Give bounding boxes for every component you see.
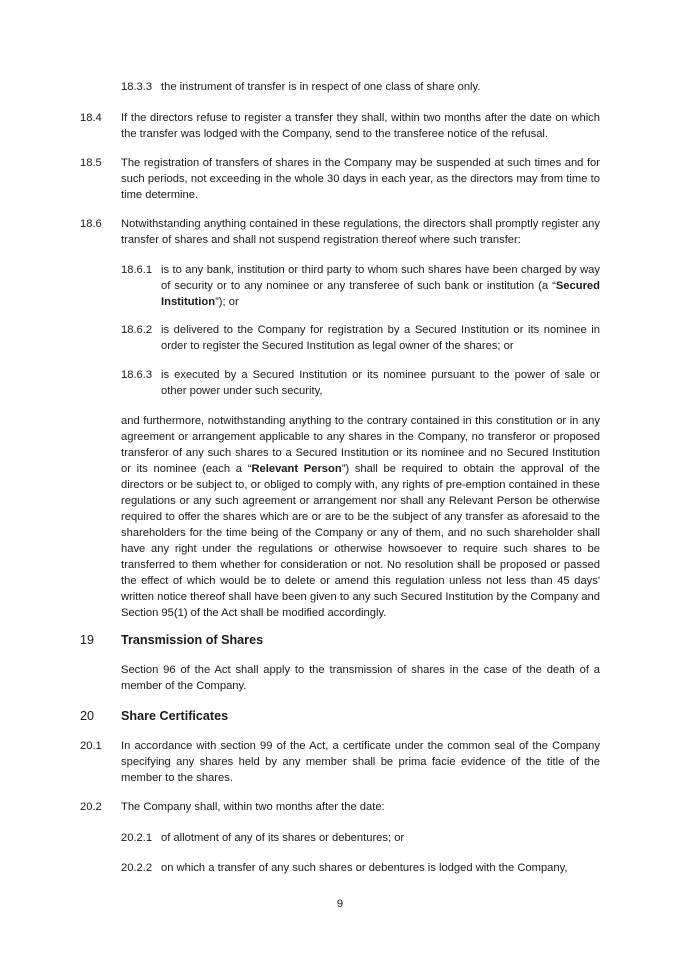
- clause-18-3-3-number: 18.3.3: [121, 81, 153, 93]
- clause-18-6-1-number: 18.6.1: [121, 264, 153, 276]
- defined-term-secured-institution: Secured Institution: [161, 280, 600, 308]
- clause-18-6-2-number: 18.6.2: [121, 324, 153, 336]
- clause-20-2-2-number: 20.2.2: [121, 862, 153, 874]
- clause-18-6-text: Notwithstanding anything contained in these regulations, the directors shall promptly register any transfer of shares and shall not suspend registration thereof where such transfer:: [121, 218, 600, 246]
- clause-20-1-number: 20.1: [80, 740, 102, 752]
- section-19-title: Transmission of Shares: [121, 633, 264, 647]
- clause-20-2-number: 20.2: [80, 801, 102, 813]
- section-20-number: 20: [80, 709, 95, 723]
- clause-20-2-2-text: on which a transfer of any such shares or debentures is lodged with the Company,: [161, 862, 568, 874]
- clause-20-2-1-text: of allotment of any of its shares or debentures; or: [161, 832, 405, 844]
- clause-18-6-3-number: 18.6.3: [121, 369, 153, 381]
- defined-term-relevant-person: Relevant Person: [251, 463, 342, 475]
- clause-19-text: Section 96 of the Act shall apply to the transmission of shares in the case of the death of a member of the Company.: [121, 664, 600, 692]
- clause-18-5-text: The registration of transfers of shares in the Company may be suspended at such times and for such periods, not exceeding in the whole 30 days in each year, as the directors may from time to time determine.: [121, 157, 600, 201]
- clause-20-1-text: In accordance with section 99 of the Act, a certificate under the common seal of the Company specifying any shares held by any member shall be prima facie evidence of the title of the member to the shares.: [121, 740, 600, 784]
- clause-20-2-1-number: 20.2.1: [121, 832, 153, 844]
- section-19-number: 19: [80, 633, 95, 647]
- clause-18-6-1-text: is to any bank, institution or third party to whom such shares have been charged by way of security or to any nominee or any transferee of such bank or institution (a “Secured Institution”); or: [161, 264, 600, 308]
- section-20-title: Share Certificates: [121, 709, 229, 723]
- clause-20-2-text: The Company shall, within two months after the date:: [121, 801, 385, 813]
- clause-18-6-number: 18.6: [80, 218, 102, 230]
- page-number: 9: [336, 898, 344, 910]
- clause-18-3-3-text: the instrument of transfer is in respect of one class of share only.: [161, 81, 481, 93]
- clause-18-5-number: 18.5: [80, 157, 102, 169]
- clause-18-4-text: If the directors refuse to register a transfer they shall, within two months after the date on which the transfer was lodged with the Company, send to the transferee notice of the refusal.: [121, 112, 600, 140]
- clause-18-6-3-text: is executed by a Secured Institution or its nominee pursuant to the power of sale or other power under such security,: [161, 369, 600, 397]
- clause-18-6-2-text: is delivered to the Company for registration by a Secured Institution or its nominee in order to register the Secured Institution as legal owner of the shares; or: [161, 324, 600, 352]
- clause-18-4-number: 18.4: [80, 112, 102, 124]
- clause-18-6-continuation: and furthermore, notwithstanding anything to the contrary contained in this constitution or in any agreement or arrangement applicable to any shares in the Company, no transferor or proposed transferor of any such shares to a Secured Institution or its nominee and no Secured Institution or its nominee (each a “Relevant Person”) shall be required to obtain the approval of the directors or be subject to, or obliged to comply with, any rights of pre-emption contained in these regulations or any such agreement or arrangement nor shall any Relevant Person be otherwise required to offer the shares which are or are to be the subject of any transfer as aforesaid to the shareholders for the time being of the Company or any of them, and no such shareholder shall have any right under the regulations or otherwise howsoever to require such shares to be transferred to them whether for consideration or not. No resolution shall be proposed or passed the effect of which would be to delete or amend this regulation unless not less than 45 days' written notice thereof shall have been given to any such Secured Institution by the Company and Section 95(1) of the Act shall be modified accordingly.: [121, 415, 601, 619]
